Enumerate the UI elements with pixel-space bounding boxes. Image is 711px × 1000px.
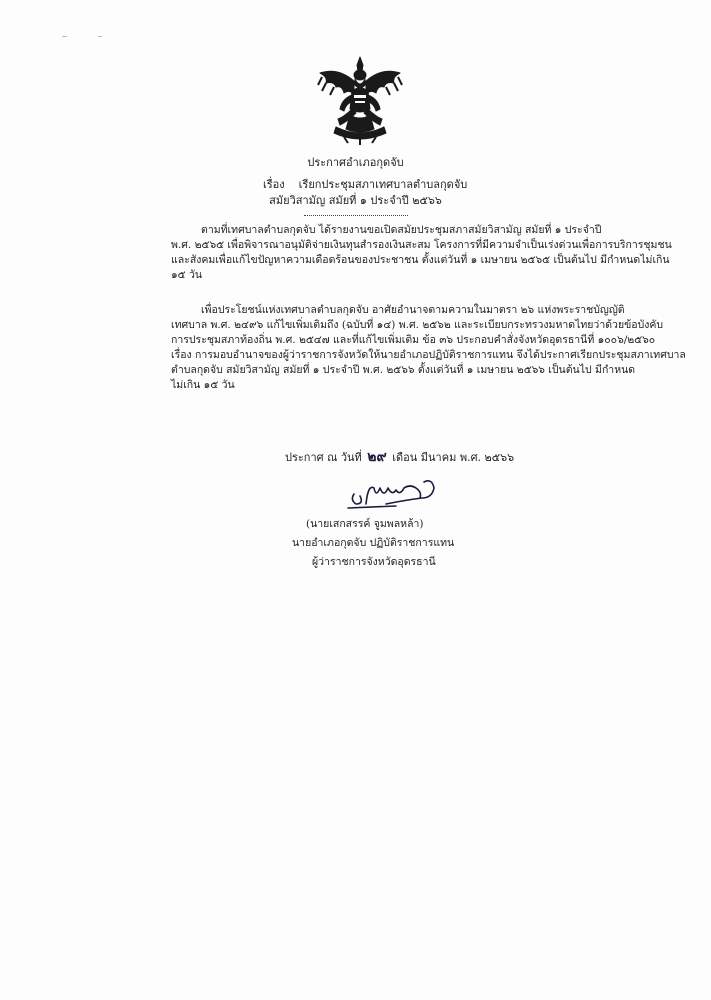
paragraph-1 — [171, 223, 672, 283]
paragraph-line: เรื่อง การมอบอำนาจของผู้ว่าราชการจังหวัดให้นายอำเภอปฏิบัติราชการแทน จึงได้ประกาศเรียกประชุมสภาเทศบาล — [171, 349, 686, 361]
subject-text: เรียกประชุมสภาเทศบาลตำบลกุดจับ — [298, 178, 468, 191]
announcement-date — [285, 446, 514, 468]
date-prefix: ประกาศ ณ วันที่ — [285, 451, 362, 464]
signatory-authority: ผู้ว่าราชการจังหวัดอุดรธานี — [312, 556, 436, 568]
subject-line — [263, 175, 467, 193]
date-day-handwritten: ๒๙ — [367, 449, 387, 465]
garuda-emblem-icon — [314, 55, 406, 147]
paragraph-line: และสังคมเพื่อแก้ไขปัญหาความเดือดร้อนของประชาชน ตั้งแต่วันที่ ๑ เมษายน ๒๕๖๕ เป็นต้นไป มีกำหนดไม่เกิน — [171, 254, 670, 266]
date-month-year: เดือน มีนาคม พ.ศ. ๒๕๖๖ — [392, 451, 515, 464]
subject-label: เรื่อง — [263, 178, 285, 191]
handwritten-signature — [336, 474, 446, 514]
paragraph-line: ตามที่เทศบาลตำบลกุดจับ ได้รายงานขอเปิดสมัยประชุมสภาสมัยวิสามัญ สมัยที่ ๑ ประจำปี — [201, 224, 602, 236]
paragraph-line: เทศบาล พ.ศ. ๒๔๙๖ แก้ไขเพิ่มเติมถึง (ฉบับที่ ๑๔) พ.ศ. ๒๕๖๒ และระเบียบกระทรวงมหาดไทยว่าด้วยข้อบังคับ — [171, 319, 664, 331]
dotted-divider — [304, 215, 408, 216]
scan-speck — [62, 36, 67, 37]
paragraph-line: ๑๕ วัน — [171, 269, 203, 281]
signatory-name: (นายเสกสรรค์ จูมพลหล้า) — [306, 518, 424, 530]
announcement-title: ประกาศอำเภอกุดจับ — [307, 156, 404, 169]
session-line: สมัยวิสามัญ สมัยที่ ๑ ประจำปี ๒๕๖๖ — [269, 194, 442, 207]
signatory-position: นายอำเภอกุดจับ ปฏิบัติราชการแทน — [292, 537, 455, 549]
paragraph-line: ไม่เกิน ๑๕ วัน — [171, 379, 235, 391]
paragraph-line: พ.ศ. ๒๕๖๕ เพื่อพิจารณาอนุมัติจ่ายเงินทุนสำรองเงินสะสม โครงการที่มีความจำเป็นเร่งด่วนเพื่อการบริการชุมชน — [171, 239, 672, 251]
paragraph-line: เพื่อประโยชน์แห่งเทศบาลตำบลกุดจับ อาศัยอำนาจตามความในมาตรา ๒๖ แห่งพระราชบัญญัติ — [201, 304, 625, 316]
paragraph-2 — [171, 303, 686, 393]
paragraph-line: ตำบลกุดจับ สมัยวิสามัญ สมัยที่ ๑ ประจำปี พ.ศ. ๒๕๖๖ ตั้งแต่วันที่ ๑ เมษายน ๒๕๖๖ เป็นต้นไป มีกำหนด — [171, 364, 636, 376]
scan-speck — [98, 36, 102, 37]
paragraph-line: การประชุมสภาท้องถิ่น พ.ศ. ๒๕๔๗ และที่แก้ไขเพิ่มเติม ข้อ ๓๖ ประกอบคำสั่งจังหวัดอุดรธานีที่ ๑๐๐๖/๒๕๖๐ — [171, 334, 656, 346]
